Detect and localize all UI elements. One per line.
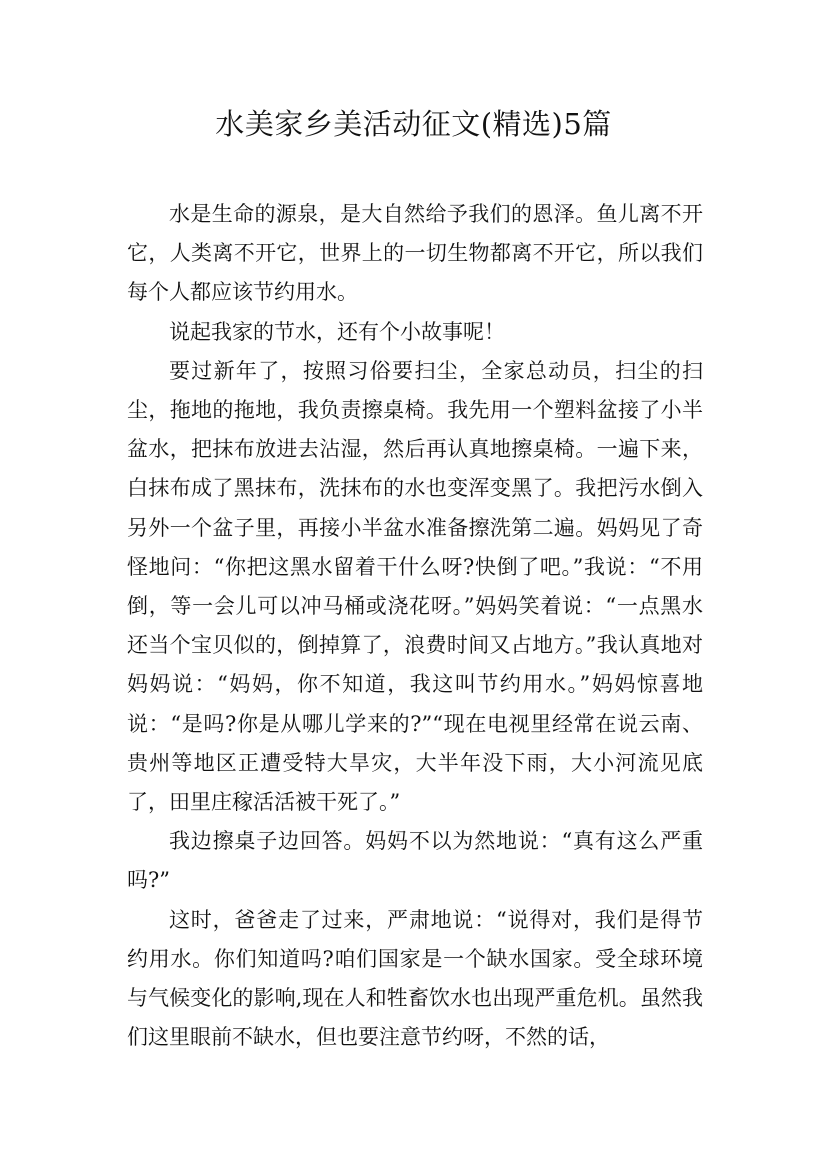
paragraph: 要过新年了，按照习俗要扫尘，全家总动员，扫尘的扫尘，拖地的拖地，我负责擦桌椅。我先用一个塑料盆接了小半盆水，把抹布放进去沾湿，然后再认真地擦桌椅。一遍下来，白抹布成了黑抹布，洗抹布的水也变浑变黑了。我把污水倒入另外一个盆子里，再接小半盆水准备擦洗第二遍。妈妈见了奇怪地问：“你把这黑水留着干什么呀?快倒了吧。”我说：“不用倒，等一会儿可以冲马桶或浇花呀。”妈妈笑着说：“一点黑水还当个宝贝似的，倒掉算了，浪费时间又占地方。”我认真地对妈妈说：“妈妈，你不知道，我这叫节约用水。”妈妈惊喜地说：“是吗?你是从哪儿学来的?”“现在电视里经常在说云南、贵州等地区正遭受特大旱灾，大半年没下雨，大小河流见底了，田里庄稼活活被干死了。” — [127, 358, 703, 815]
paragraph: 我边擦桌子边回答。妈妈不以为然地说：“真有这么严重吗?” — [127, 829, 703, 893]
document-body — [127, 195, 703, 1057]
paragraph: 水是生命的源泉，是大自然给予我们的恩泽。鱼儿离不开它，人类离不开它，世界上的一切生物都离不开它，所以我们每个人都应该节约用水。 — [127, 202, 703, 305]
paragraph: 说起我家的节水，还有个小故事呢！ — [169, 319, 505, 344]
document-title: 水美家乡美活动征文(精选)5篇 — [215, 107, 612, 141]
paragraph: 这时，爸爸走了过来，严肃地说：“说得对，我们是得节约用水。你们知道吗?咱们国家是一个缺水国家。受全球环境与气候变化的影响,现在人和牲畜饮水也出现严重危机。虽然我们这里眼前不缺水，但也要注意节约呀，不然的话， — [127, 907, 703, 1050]
